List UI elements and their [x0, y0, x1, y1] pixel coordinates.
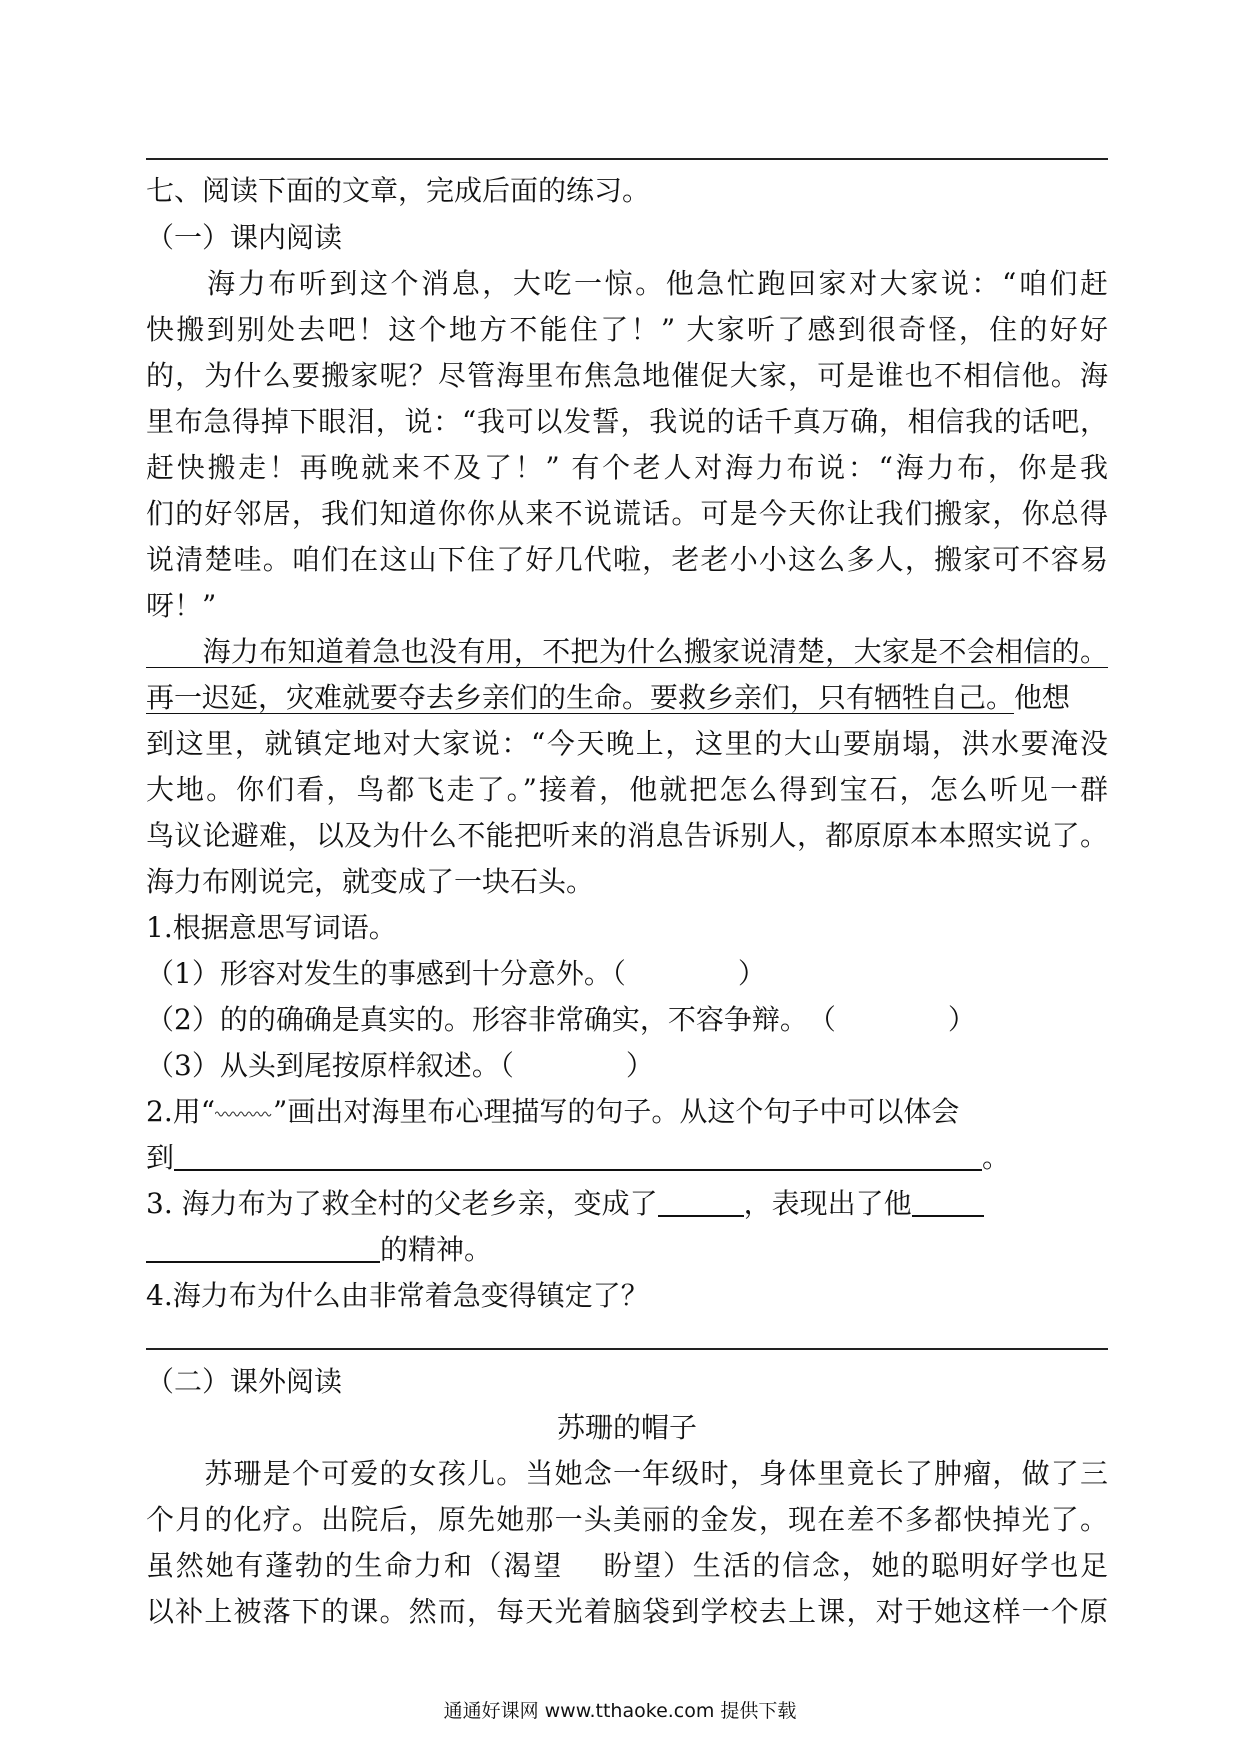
- question-2-text: 2.用“: [146, 1095, 216, 1128]
- underlined-passage-line: 海力布知道着急也没有用，不把为什么搬家说清楚，大家是不会相信的。: [146, 635, 1108, 668]
- answer-rule: [146, 1348, 1108, 1350]
- question-1-item: （1）形容对发生的事感到十分意外。（ ）: [146, 957, 766, 990]
- question-3-text: ，表现出了他: [743, 1187, 912, 1220]
- wavy-underline-icon: [215, 1109, 273, 1119]
- passage-line: 快搬到别处去吧！这个地方不能住了！” 大家听了感到很奇怪，住的好好: [146, 313, 1108, 346]
- passage-line: 苏珊是个可爱的女孩儿。当她念一年级时，身体里竟长了肿瘤，做了三: [146, 1457, 1108, 1490]
- part2-heading: （二）课外阅读: [146, 1365, 343, 1398]
- section-heading: 七、阅读下面的文章，完成后面的练习。: [146, 174, 651, 207]
- question-1-item: （2）的的确确是真实的。形容非常确实，不容争辩。 （ ）: [146, 1003, 976, 1036]
- underlined-passage-line: [146, 678, 1070, 718]
- question-2-text: ”画出对海里布心理描写的句子。从这个句子中可以体会: [273, 1095, 960, 1128]
- answer-blank[interactable]: [174, 1141, 982, 1171]
- top-rule: [146, 158, 1108, 160]
- question-2: [146, 1092, 959, 1132]
- question-4: 4.海力布为什么由非常着急变得镇定了？: [146, 1279, 649, 1312]
- passage-line: 海力布刚说完，就变成了一块石头。: [146, 865, 595, 898]
- part1-heading: （一）课内阅读: [146, 221, 343, 254]
- page-footer: 通通好课网 www.tthaoke.com 提供下载: [443, 1700, 797, 1722]
- passage-line: 的，为什么要搬家呢？尽管海里布焦急地催促大家，可是谁也不相信他。海: [146, 359, 1108, 392]
- passage-line: 个月的化疗。出院后，原先她那一头美丽的金发，现在差不多都快掉光了。: [146, 1503, 1108, 1536]
- question-2-answer-line: [146, 1138, 1010, 1178]
- question-3-text: 的精神。: [380, 1233, 493, 1266]
- answer-blank[interactable]: [146, 1233, 380, 1263]
- passage-title: 苏珊的帽子: [556, 1411, 697, 1444]
- answer-blank[interactable]: [912, 1187, 984, 1217]
- question-3-text: 3. 海力布为了救全村的父老乡亲，变成了: [146, 1187, 658, 1220]
- passage-line: 大地。你们看，鸟都飞走了。”接着，他就把怎么得到宝石，怎么听见一群: [146, 773, 1108, 806]
- passage-line: 里布急得掉下眼泪，说：“我可以发誓，我说的话千真万确，相信我的话吧，: [146, 405, 1108, 438]
- passage-line: 说清楚哇。咱们在这山下住了好几代啦，老老小小这么多人，搬家可不容易: [146, 543, 1108, 576]
- answer-blank[interactable]: [658, 1187, 744, 1217]
- underlined-sentence: 再一迟延，灾难就要夺去乡亲们的生命。要救乡亲们，只有牺牲自己。: [146, 681, 1015, 714]
- question-1-item: （3）从头到尾按原样叙述。（ ）: [146, 1049, 654, 1082]
- question-2-text: 到: [146, 1141, 175, 1174]
- passage-line: 以补上被落下的课。然而，每天光着脑袋到学校去上课，对于她这样一个原: [146, 1595, 1108, 1628]
- passage-line: 鸟议论避难，以及为什么不能把听来的消息告诉别人，都原原本本照实说了。: [146, 819, 1108, 852]
- passage-line: 虽然她有蓬勃的生命力和（渴望 盼望）生活的信念，她的聪明好学也足: [146, 1549, 1108, 1582]
- passage-line: 海力布听到这个消息，大吃一惊。他急忙跑回家对大家说：“咱们赶: [146, 267, 1108, 300]
- passage-text: 他想: [1014, 681, 1071, 714]
- question-2-text: 。: [982, 1141, 1011, 1174]
- question-3-continued: [146, 1230, 492, 1270]
- question-1: 1.根据意思写词语。: [146, 911, 397, 944]
- passage-line: 呀！”: [146, 589, 217, 622]
- passage-line: 到这里，就镇定地对大家说：“今天晚上，这里的大山要崩塌，洪水要淹没: [146, 727, 1108, 760]
- passage-line: 赶快搬走！再晚就来不及了！” 有个老人对海力布说：“海力布，你是我: [146, 451, 1108, 484]
- question-3: [146, 1184, 984, 1224]
- passage-line: 们的好邻居，我们知道你你从来不说谎话。可是今天你让我们搬家，你总得: [146, 497, 1108, 530]
